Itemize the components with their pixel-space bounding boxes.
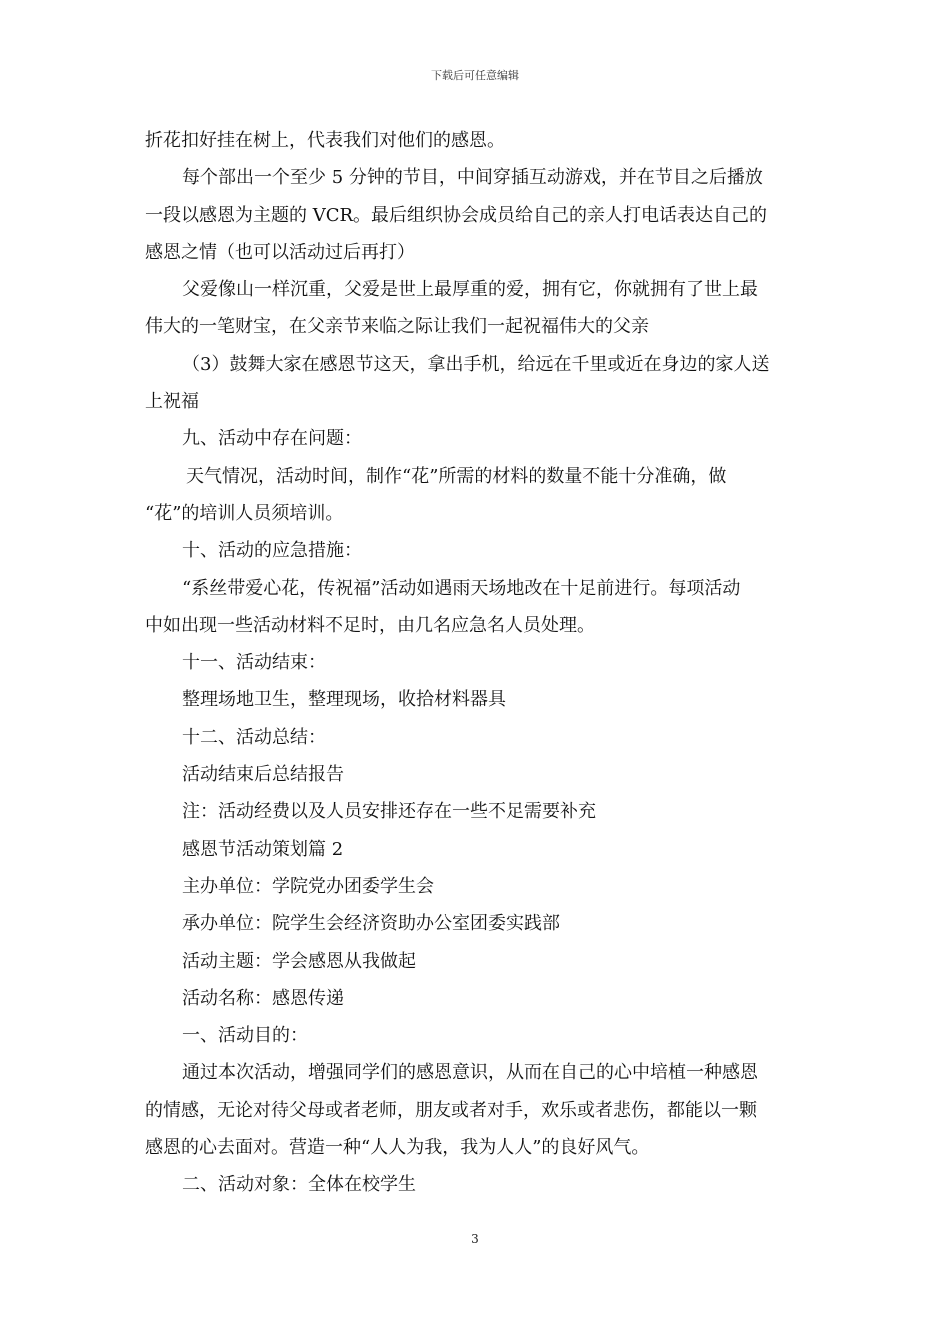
section-heading: 一、活动目的： bbox=[182, 1025, 308, 1047]
body-line: 的情感，无论对待父母或者老师，朋友或者对手，欢乐或者悲伤，都能以一颗 bbox=[145, 1099, 757, 1121]
body-line: 注：活动经费以及人员安排还存在一些不足需要补充 bbox=[182, 801, 596, 823]
body-line: 一段以感恩为主题的 VCR。最后组织协会成员给自己的亲人打电话表达自己的 bbox=[145, 204, 768, 226]
page-header: 下载后可任意编辑 bbox=[431, 69, 519, 82]
body-line: 感恩的心去面对。营造一种“人人为我，我为人人”的良好风气。 bbox=[145, 1137, 650, 1159]
body-line: 父爱像山一样沉重，父爱是世上最厚重的爱，拥有它，你就拥有了世上最 bbox=[182, 279, 758, 301]
body-line: 中如出现一些活动材料不足时，由几名应急名人员处理。 bbox=[145, 614, 595, 636]
body-line: “系丝带爱心花，传祝福”活动如遇雨天场地改在十足前进行。每项活动 bbox=[182, 577, 741, 599]
body-line: 承办单位：院学生会经济资助办公室团委实践部 bbox=[182, 913, 560, 935]
body-line: （3）鼓舞大家在感恩节这天，拿出手机，给远在千里或近在身边的家人送 bbox=[182, 353, 770, 375]
body-line: 每个部出一个至少 5 分钟的节目，中间穿插互动游戏，并在节目之后播放 bbox=[182, 167, 763, 189]
body-line: “花”的培训人员须培训。 bbox=[145, 502, 344, 524]
document-body bbox=[145, 122, 810, 1204]
body-line: 通过本次活动，增强同学们的感恩意识，从而在自己的心中培植一种感恩 bbox=[182, 1062, 758, 1084]
body-line: 折花扣好挂在树上，代表我们对他们的感恩。 bbox=[145, 130, 505, 151]
body-line: 活动主题：学会感恩从我做起 bbox=[182, 950, 416, 972]
body-line: 天气情况，活动时间，制作“花”所需的材料的数量不能十分准确，做 bbox=[186, 465, 727, 487]
section-heading: 十一、活动结束： bbox=[182, 652, 326, 674]
page-number: 3 bbox=[471, 1232, 479, 1246]
section-heading: 二、活动对象：全体在校学生 bbox=[182, 1174, 416, 1196]
section-heading: 十二、活动总结： bbox=[182, 726, 326, 748]
body-line: 上祝福 bbox=[145, 391, 199, 413]
section-heading: 九、活动中存在问题： bbox=[182, 428, 362, 450]
body-line: 主办单位：学院党办团委学生会 bbox=[182, 875, 434, 897]
body-line: 感恩之情（也可以活动过后再打） bbox=[145, 241, 415, 263]
body-line: 伟大的一笔财宝，在父亲节来临之际让我们一起祝福伟大的父亲 bbox=[145, 316, 649, 338]
article-title: 感恩节活动策划篇 2 bbox=[182, 838, 344, 860]
body-line: 活动名称：感恩传递 bbox=[182, 987, 344, 1009]
section-heading: 十、活动的应急措施： bbox=[182, 540, 362, 562]
body-line: 活动结束后总结报告 bbox=[182, 764, 344, 786]
body-line: 整理场地卫生，整理现场，收拾材料器具 bbox=[182, 689, 506, 711]
